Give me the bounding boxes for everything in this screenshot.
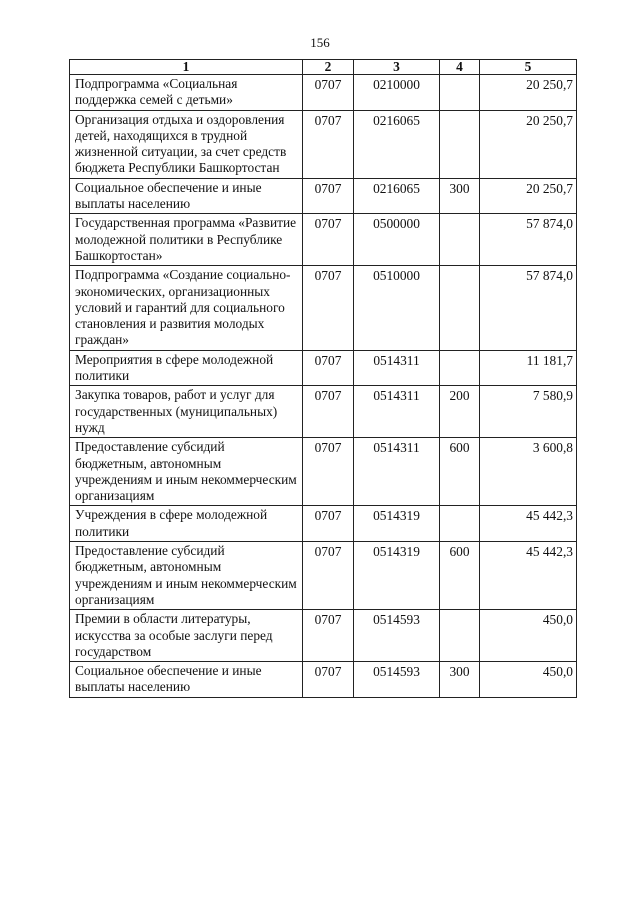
row-target-cell: 0514593 bbox=[354, 662, 440, 698]
row-amount-cell: 7 580,9 bbox=[480, 386, 577, 438]
row-type-cell bbox=[440, 75, 480, 111]
row-name-cell: Предоставление субсидий бюджетным, автономным учреждениям и иным некоммерческим организациям bbox=[70, 438, 303, 506]
table-row bbox=[70, 506, 577, 542]
row-name-cell: Социальное обеспечение и иные выплаты населению bbox=[70, 662, 303, 698]
row-name-cell: Учреждения в сфере молодежной политики bbox=[70, 506, 303, 542]
row-name-cell: Организация отдыха и оздоровления детей, находящихся в трудной жизненной ситуации, за счет средств бюджета Республики Башкортостан bbox=[70, 110, 303, 178]
row-amount-cell: 450,0 bbox=[480, 610, 577, 662]
table-row bbox=[70, 386, 577, 438]
row-name-cell: Мероприятия в сфере молодежной политики bbox=[70, 350, 303, 386]
row-target-cell: 0514319 bbox=[354, 542, 440, 610]
row-type-cell: 600 bbox=[440, 542, 480, 610]
row-amount-cell: 11 181,7 bbox=[480, 350, 577, 386]
row-section-cell: 0707 bbox=[303, 662, 354, 698]
row-section-cell: 0707 bbox=[303, 506, 354, 542]
row-amount-cell: 57 874,0 bbox=[480, 214, 577, 266]
row-type-cell bbox=[440, 266, 480, 350]
table-row bbox=[70, 662, 577, 698]
budget-table bbox=[69, 59, 577, 698]
table-row bbox=[70, 542, 577, 610]
row-name-cell: Социальное обеспечение и иные выплаты населению bbox=[70, 178, 303, 214]
row-section-cell: 0707 bbox=[303, 214, 354, 266]
row-section-cell: 0707 bbox=[303, 350, 354, 386]
row-type-cell: 600 bbox=[440, 438, 480, 506]
row-name-cell: Подпрограмма «Социальная поддержка семей с детьми» bbox=[70, 75, 303, 111]
row-name-cell: Премии в области литературы, искусства за особые заслуги перед государством bbox=[70, 610, 303, 662]
row-target-cell: 0210000 bbox=[354, 75, 440, 111]
row-amount-cell: 45 442,3 bbox=[480, 542, 577, 610]
row-section-cell: 0707 bbox=[303, 266, 354, 350]
header-cell: 2 bbox=[303, 60, 354, 75]
row-name-cell: Государственная программа «Развитие молодежной политики в Республике Башкортостан» bbox=[70, 214, 303, 266]
header-cell: 5 bbox=[480, 60, 577, 75]
row-target-cell: 0514311 bbox=[354, 350, 440, 386]
table-row bbox=[70, 266, 577, 350]
row-target-cell: 0514311 bbox=[354, 386, 440, 438]
row-section-cell: 0707 bbox=[303, 110, 354, 178]
row-section-cell: 0707 bbox=[303, 610, 354, 662]
row-type-cell bbox=[440, 110, 480, 178]
row-type-cell bbox=[440, 214, 480, 266]
row-section-cell: 0707 bbox=[303, 438, 354, 506]
row-target-cell: 0514593 bbox=[354, 610, 440, 662]
row-amount-cell: 45 442,3 bbox=[480, 506, 577, 542]
row-type-cell bbox=[440, 610, 480, 662]
row-target-cell: 0514311 bbox=[354, 438, 440, 506]
row-section-cell: 0707 bbox=[303, 178, 354, 214]
table-row bbox=[70, 75, 577, 111]
table-row bbox=[70, 214, 577, 266]
row-type-cell bbox=[440, 506, 480, 542]
row-target-cell: 0514319 bbox=[354, 506, 440, 542]
row-section-cell: 0707 bbox=[303, 542, 354, 610]
row-target-cell: 0216065 bbox=[354, 110, 440, 178]
header-cell: 3 bbox=[354, 60, 440, 75]
row-amount-cell: 450,0 bbox=[480, 662, 577, 698]
table-row bbox=[70, 610, 577, 662]
row-amount-cell: 20 250,7 bbox=[480, 178, 577, 214]
table-row bbox=[70, 178, 577, 214]
row-target-cell: 0216065 bbox=[354, 178, 440, 214]
row-amount-cell: 20 250,7 bbox=[480, 110, 577, 178]
row-amount-cell: 20 250,7 bbox=[480, 75, 577, 111]
row-section-cell: 0707 bbox=[303, 75, 354, 111]
table-row bbox=[70, 438, 577, 506]
row-target-cell: 0500000 bbox=[354, 214, 440, 266]
page-number: 156 bbox=[310, 35, 330, 50]
row-type-cell: 200 bbox=[440, 386, 480, 438]
row-target-cell: 0510000 bbox=[354, 266, 440, 350]
table-row bbox=[70, 110, 577, 178]
row-name-cell: Подпрограмма «Создание социально-экономических, организационных условий и гарантий для социального становления и развития молодых граждан» bbox=[70, 266, 303, 350]
row-amount-cell: 3 600,8 bbox=[480, 438, 577, 506]
row-type-cell: 300 bbox=[440, 178, 480, 214]
header-cell: 1 bbox=[70, 60, 303, 75]
row-section-cell: 0707 bbox=[303, 386, 354, 438]
table-row bbox=[70, 350, 577, 386]
row-amount-cell: 57 874,0 bbox=[480, 266, 577, 350]
row-name-cell: Предоставление субсидий бюджетным, автономным учреждениям и иным некоммерческим организациям bbox=[70, 542, 303, 610]
table-header-row bbox=[70, 60, 577, 75]
row-type-cell bbox=[440, 350, 480, 386]
row-name-cell: Закупка товаров, работ и услуг для государственных (муниципальных) нужд bbox=[70, 386, 303, 438]
row-type-cell: 300 bbox=[440, 662, 480, 698]
header-cell: 4 bbox=[440, 60, 480, 75]
